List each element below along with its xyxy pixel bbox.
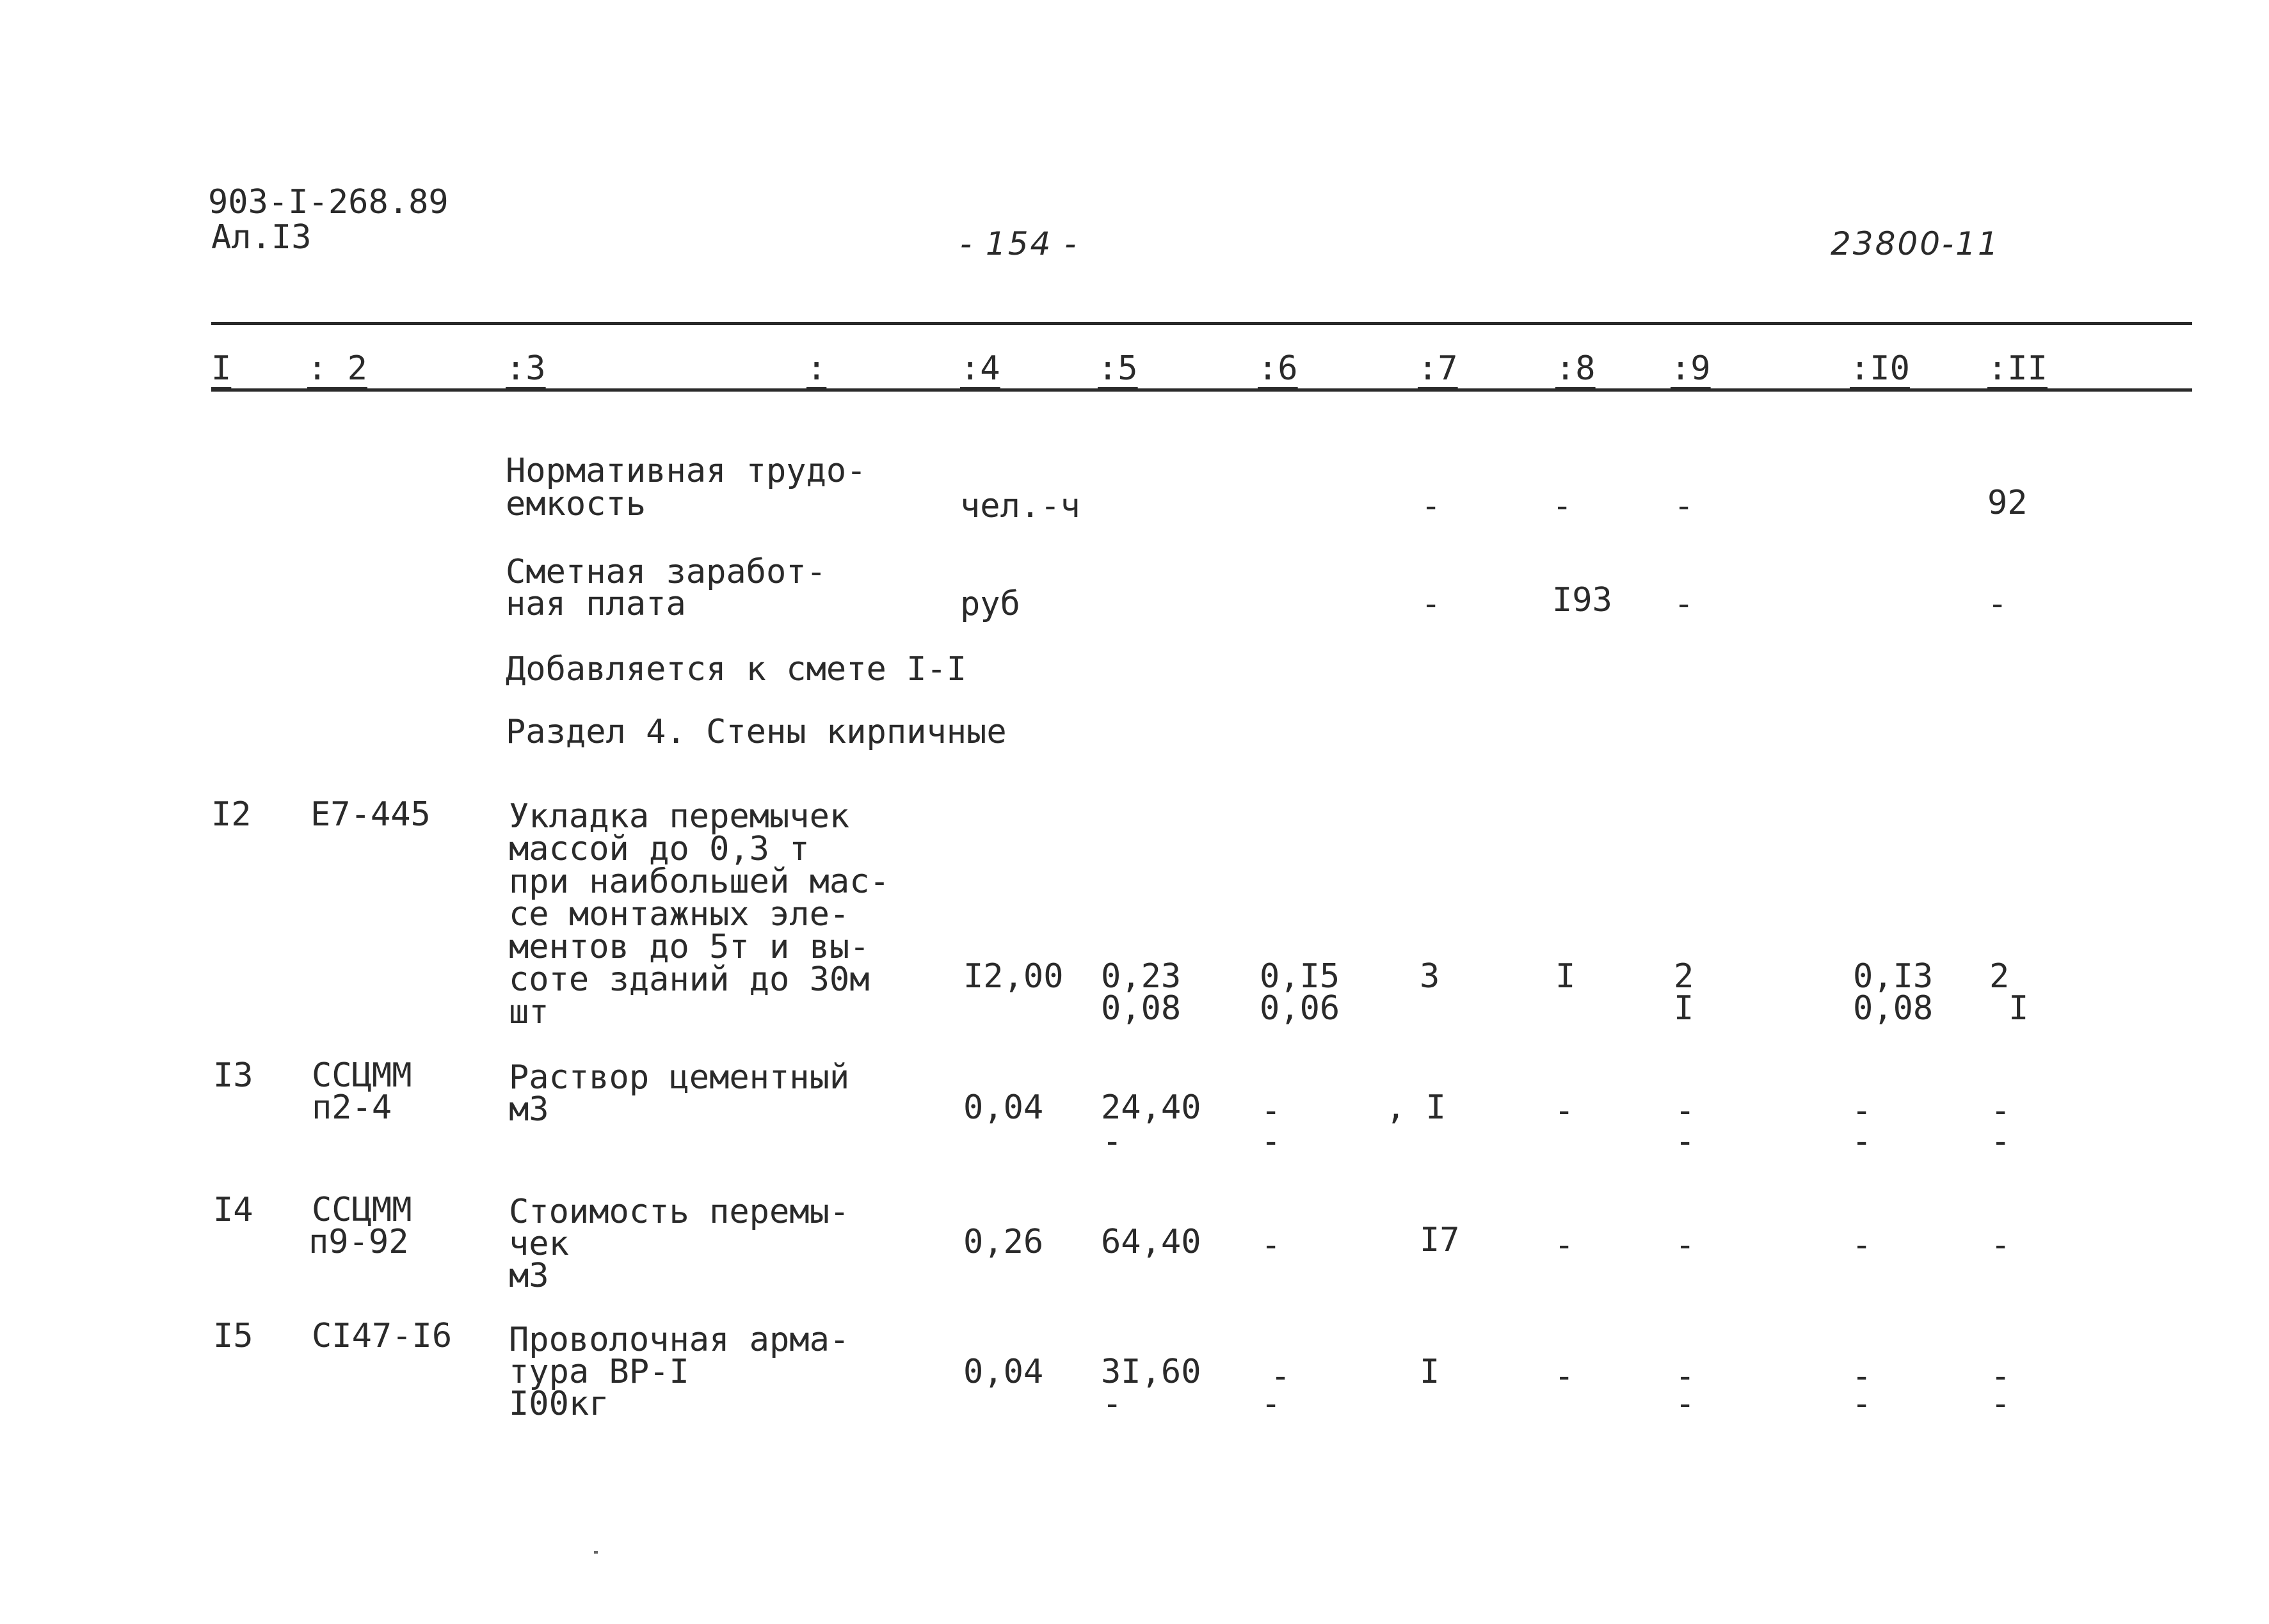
cell-col10: - — [1852, 1385, 1872, 1423]
cell-col6: - — [1261, 1122, 1281, 1161]
row-description-line: I00кг — [509, 1385, 609, 1423]
row-description-line: Раствор цементный — [509, 1058, 850, 1097]
row-description-line: Стоимость перемы- — [509, 1193, 850, 1231]
cell-col8: - — [1554, 1092, 1575, 1130]
row-description-line: при наибольшей мас- — [509, 863, 890, 901]
cell-col7: 3 — [1420, 957, 1440, 996]
row-number: I4 — [213, 1191, 253, 1229]
cell-col11: 2 — [1989, 957, 2010, 996]
summary-cell: - — [1674, 487, 1694, 525]
summary-unit: чел.-ч — [960, 487, 1080, 525]
cell-col5: - — [1102, 1385, 1123, 1423]
column-header: :6 — [1258, 349, 1298, 388]
cell-col8: I — [1555, 957, 1576, 996]
cell-col5: - — [1102, 1122, 1123, 1161]
cell-col9: I — [1674, 989, 1694, 1028]
cell-col10: - — [1852, 1226, 1872, 1264]
column-header: :4 — [960, 349, 1000, 388]
row-description-line: массой до 0,3 т — [509, 830, 810, 868]
cell-col8: - — [1554, 1357, 1575, 1396]
cell-col7: I — [1420, 1353, 1440, 1391]
cell-col6: - — [1261, 1385, 1281, 1423]
quantity-cell: 0,04 — [963, 1088, 1044, 1127]
page-number: - 154 - — [960, 225, 1078, 262]
row-code: п9-92 — [309, 1223, 409, 1261]
row-description-line: се монтажных эле- — [509, 895, 850, 934]
column-header: :7 — [1418, 349, 1458, 388]
row-description-line: Проволочная арма- — [509, 1321, 850, 1359]
cell-col9: - — [1675, 1092, 1696, 1130]
column-header: I — [211, 349, 232, 388]
summary-cell: 92 — [1987, 484, 2028, 522]
column-header: : 2 — [307, 349, 367, 388]
cell-col9: - — [1675, 1122, 1696, 1161]
cell-col9: - — [1675, 1226, 1696, 1264]
cell-col6: - — [1261, 1092, 1281, 1130]
cell-col11: - — [1991, 1122, 2011, 1161]
cell-col6: 0,I5 — [1260, 957, 1340, 996]
section-title: Раздел 4. Стены кирпичные — [506, 713, 1007, 751]
cell-col7: I7 — [1420, 1221, 1460, 1259]
column-header: :8 — [1555, 349, 1596, 388]
cell-col5: 0,08 — [1101, 989, 1182, 1028]
cell-col8: - — [1554, 1226, 1575, 1264]
cell-col10: - — [1852, 1122, 1872, 1161]
cell-col5: 64,40 — [1101, 1223, 1201, 1261]
summary-label: ная плата — [506, 585, 686, 623]
summary-cell: - — [1552, 487, 1573, 525]
document-number: 903-I-268.89 — [208, 183, 449, 221]
summary-cell: I93 — [1552, 581, 1612, 619]
cell-col5: 24,40 — [1101, 1088, 1201, 1127]
cell-col5: 3I,60 — [1101, 1353, 1201, 1391]
quantity-cell: 0,26 — [963, 1223, 1044, 1261]
cell-col11: - — [1991, 1226, 2011, 1264]
column-header: : — [806, 349, 827, 388]
summary-cell: - — [1674, 585, 1694, 623]
cell-col9: - — [1675, 1357, 1696, 1396]
cell-col11: - — [1991, 1092, 2011, 1130]
summary-cell: - — [1987, 585, 2008, 623]
row-code: п2-4 — [312, 1088, 392, 1127]
row-description-line: ментов до 5т и вы- — [509, 928, 870, 966]
row-description-line: м3 — [509, 1257, 549, 1295]
row-description-line: чек — [509, 1225, 569, 1263]
table-top-rule — [211, 322, 2192, 325]
scan-speck — [594, 1551, 598, 1554]
row-description-line: м3 — [509, 1090, 549, 1129]
summary-label: Сметная заработ- — [506, 553, 826, 591]
row-code: Е7-445 — [310, 795, 431, 834]
row-number: I5 — [213, 1317, 253, 1355]
row-code: СI47-I6 — [312, 1317, 453, 1355]
row-number: I3 — [213, 1056, 253, 1095]
summary-label: емкость — [506, 485, 646, 523]
table-header-rule — [211, 388, 2192, 392]
stamp-number: 23800-11 — [1831, 225, 2000, 262]
row-description-line: Укладка перемычек — [509, 797, 850, 836]
column-header: :9 — [1671, 349, 1711, 388]
row-code: ССЦММ — [312, 1056, 412, 1095]
cell-col6: 0,06 — [1260, 989, 1340, 1028]
cell-col10: 0,I3 — [1853, 957, 1934, 996]
cell-col10: 0,08 — [1853, 989, 1934, 1028]
cell-col7: , I — [1386, 1088, 1446, 1127]
summary-cell: - — [1421, 585, 1441, 623]
row-description-line: шт — [509, 993, 549, 1031]
summary-cell: - — [1421, 487, 1441, 525]
summary-unit: руб — [960, 585, 1020, 623]
column-header: :5 — [1098, 349, 1138, 388]
note-added: Добавляется к смете I-I — [506, 650, 967, 689]
cell-col11: - — [1991, 1357, 2011, 1396]
column-header: :3 — [506, 349, 546, 388]
quantity-cell: 0,04 — [963, 1353, 1044, 1391]
row-code: ССЦММ — [312, 1191, 412, 1229]
cell-col11: I — [2008, 989, 2029, 1028]
cell-col9: 2 — [1674, 957, 1694, 996]
cell-col5: 0,23 — [1101, 957, 1182, 996]
column-header: :II — [1987, 349, 2048, 388]
column-header: :I0 — [1850, 349, 1910, 388]
cell-col11: - — [1991, 1385, 2011, 1423]
cell-col10: - — [1852, 1092, 1872, 1130]
row-description-line: тура ВР-I — [509, 1353, 689, 1391]
cell-col6: - — [1271, 1357, 1291, 1396]
sheet-label: Ал.I3 — [211, 218, 312, 257]
summary-label: Нормативная трудо- — [506, 452, 867, 490]
cell-col6: - — [1261, 1226, 1281, 1264]
row-description-line: соте зданий до 30м — [509, 960, 870, 999]
row-number: I2 — [211, 795, 252, 834]
cell-col10: - — [1852, 1357, 1872, 1396]
quantity-cell: I2,00 — [963, 957, 1064, 996]
cell-col9: - — [1675, 1385, 1696, 1423]
